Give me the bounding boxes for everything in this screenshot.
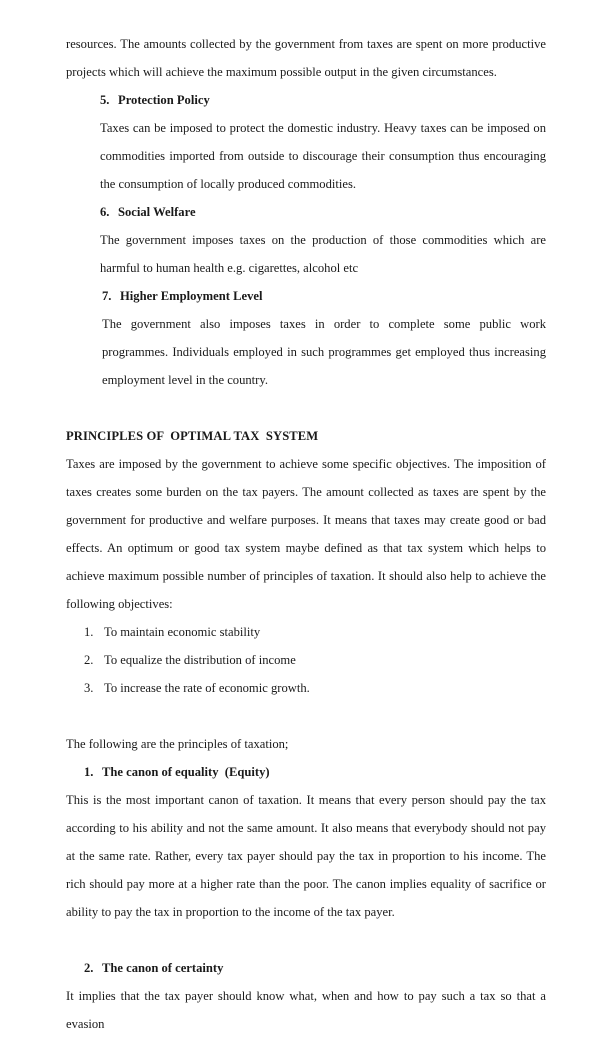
heading-number: 1. bbox=[84, 765, 94, 779]
paragraph-canon-of-certainty: It implies that the tax payer should know what, when and how to pay such a tax so that a evasion bbox=[66, 989, 546, 1031]
heading-higher-employment-level bbox=[102, 282, 546, 310]
canon-spacer bbox=[66, 926, 546, 954]
heading-canon-of-certainty bbox=[84, 954, 546, 982]
heading-label: Social Welfare bbox=[118, 205, 196, 219]
list-item-number: 2. bbox=[84, 653, 94, 667]
heading-number: 7. bbox=[102, 289, 112, 303]
list-item bbox=[84, 674, 546, 702]
paragraph-protection-policy: Taxes can be imposed to protect the domestic industry. Heavy taxes can be imposed on commodities imported from outside to discourage their consumption thus encouraging the consumption of locally produced commodities. bbox=[100, 121, 546, 191]
heading-label: Protection Policy bbox=[118, 93, 210, 107]
paragraph-canon-of-equality: This is the most important canon of taxation. It means that every person should pay the tax according to his ability and not the same amount. It also means that everybody should not pay at the same rate. Rather, every tax payer should pay the tax in proportion to his income. The rich should pay more at a higher rate than the poor. The canon implies equality of sacrifice or ability to pay the tax in proportion to the income of the tax payer. bbox=[66, 793, 546, 919]
heading-number: 2. bbox=[84, 961, 94, 975]
list-item-label: To increase the rate of economic growth. bbox=[104, 681, 310, 695]
list-item-number: 3. bbox=[84, 681, 94, 695]
list-item-label: To maintain economic stability bbox=[104, 625, 261, 639]
paragraph-principles-intro: Taxes are imposed by the government to achieve some specific objectives. The imposition of taxes creates some burden on the tax payers. The amount collected as taxes are spent by the government for productive and welfare purposes. It means that taxes may create good or bad effects. An optimum or good tax system maybe defined as that tax system which helps to achieve maximum possible number of principles of taxation. It should also help to achieve the following objectives: bbox=[66, 457, 546, 611]
paragraph-following-principles: The following are the principles of taxation; bbox=[66, 737, 289, 751]
section-heading-principles-of-optimal-tax-system: PRINCIPLES OF OPTIMAL TAX SYSTEM bbox=[66, 429, 319, 443]
paragraph-higher-employment-level: The government also imposes taxes in order to complete some public work programmes. Individuals employed in such programmes get employed thus increasing employment level in the country. bbox=[102, 317, 546, 387]
heading-label: The canon of equality (Equity) bbox=[102, 765, 270, 779]
list-item bbox=[84, 618, 546, 646]
list-spacer bbox=[66, 702, 546, 730]
paragraph-social-welfare: The government imposes taxes on the production of those commodities which are harmful to human health e.g. cigarettes, alcohol etc bbox=[100, 233, 546, 275]
paragraph-resources: resources. The amounts collected by the government from taxes are spent on more productive projects which will achieve the maximum possible output in the given circumstances. bbox=[66, 37, 546, 79]
heading-number: 6. bbox=[100, 205, 110, 219]
list-item-label: To equalize the distribution of income bbox=[104, 653, 296, 667]
list-item-number: 1. bbox=[84, 625, 94, 639]
heading-canon-of-equality bbox=[84, 758, 546, 786]
heading-social-welfare bbox=[100, 198, 546, 226]
heading-number: 5. bbox=[100, 93, 110, 107]
heading-label: Higher Employment Level bbox=[120, 289, 263, 303]
heading-protection-policy bbox=[100, 86, 546, 114]
page-content bbox=[66, 30, 546, 1038]
heading-label: The canon of certainty bbox=[102, 961, 224, 975]
list-item bbox=[84, 646, 546, 674]
section-spacer bbox=[66, 394, 546, 422]
